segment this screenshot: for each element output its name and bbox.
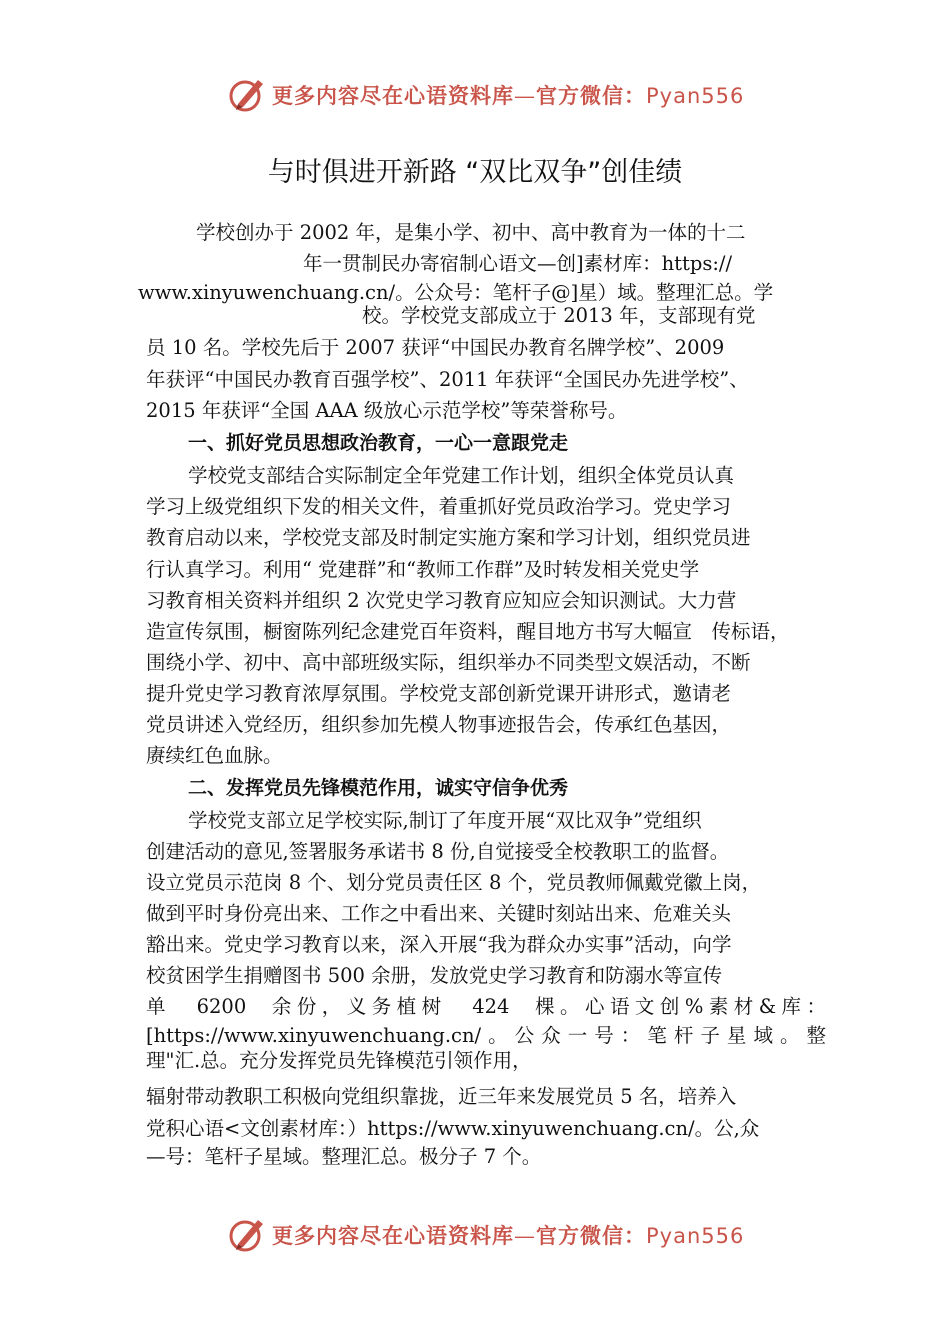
text-line: [https://www.xinyuwenchuang.cn/。公众一号：笔杆子星域。整 <box>146 1024 826 1047</box>
footer-banner <box>0 1212 950 1256</box>
text-line: 造宣传氛围，橱窗陈列纪念建党百年资料，醒目地方书写大幅宣 传标语， <box>146 620 790 643</box>
text-line: 辐射带动教职工积极向党组织靠拢，近三年来发展党员 5 名，培养入 <box>146 1085 737 1108</box>
text-line: 党员讲述入党经历，组织参加先模人物事迹报告会，传承红色基因， <box>146 713 732 736</box>
text-line: 校。学校党支部成立于 2013 年，支部现有党 <box>362 304 756 327</box>
text-line: 校贫困学生捐赠图书 500 余册，发放党史学习教育和防溺水等宣传 <box>146 964 723 987</box>
text-line: www.xinyuwenchuang.cn/。公众号：笔杆子@]星）域。整理汇总。学 <box>138 281 774 304</box>
text-line: 创建活动的意见,签署服务承诺书 8 份,自觉接受全校教职工的监督。 <box>146 840 730 863</box>
text-line: 设立党员示范岗 8 个、划分党员责任区 8 个，党员教师佩戴党徽上岗， <box>146 871 762 894</box>
text-line: 豁出来。党史学习教育以来，深入开展“我为群众办实事”活动，向学 <box>146 933 732 956</box>
text-line: 赓续红色血脉。 <box>146 744 283 767</box>
banner-text-cn: 更多内容尽在心语资料库 <box>272 83 514 108</box>
text-line: 2015 年获评“全国 AAA 级放心示范学校”等荣誉称号。 <box>146 399 628 422</box>
banner-text-cn: 更多内容尽在心语资料库 <box>272 1223 514 1248</box>
text-line: 习教育相关资料并组织 2 次党史学习教育应知应会知识测试。大力营 <box>146 589 737 612</box>
pen-logo-icon <box>228 74 268 114</box>
banner-text <box>272 80 744 110</box>
text-line: 年一贯制民办寄宿制心语文—创]素材库：https:// <box>303 252 733 275</box>
banner-wechat-id: Pyan556 <box>646 84 745 108</box>
section-heading-1: 一、抓好党员思想政治教育，一心一意跟党走 <box>188 432 569 454</box>
text-line: —号：笔杆子星域。整理汇总。极分子 7 个。 <box>146 1145 542 1168</box>
text-line: 行认真学习。利用“ 党建群”和“教师工作群”及时转发相关党史学 <box>146 558 700 581</box>
text-line: 围绕小学、初中、高中部班级实际，组织举办不同类型文娱活动，不断 <box>146 651 751 674</box>
text-line: 学习上级党组织下发的相关文件，着重抓好党员政治学习。党史学习 <box>146 495 732 518</box>
banner-wechat-label: 官方微信： <box>536 1223 646 1248</box>
text-line: 学校党支部立足学校实际,制订了年度开展“双比双争”党组织 <box>188 809 702 832</box>
section-heading-2: 二、发挥党员先锋模范作用，诚实守信争优秀 <box>188 777 569 799</box>
text-line: 党积心语<文创素材库：）https://www.xinyuwenchuang.cn/。公,众 <box>146 1117 760 1140</box>
text-line: 单 6200 余份，义务植树 424 棵。心语文创%素材&库： <box>146 995 826 1018</box>
banner-dash: — <box>514 1224 536 1248</box>
banner-wechat-id: Pyan556 <box>646 1224 745 1248</box>
text-line: 教育启动以来，学校党支部及时制定实施方案和学习计划，组织党员进 <box>146 526 751 549</box>
text-line: 理"汇.总。充分发挥党员先锋模范引领作用， <box>146 1049 532 1072</box>
text-line: 员 10 名。学校先后于 2007 获评“中国民办教育名牌学校”、2009 <box>146 336 725 359</box>
banner-text <box>272 1220 744 1250</box>
header-banner <box>0 72 950 116</box>
page-title: 与时俱进开新路 “双比双争”创佳绩 <box>267 157 683 188</box>
banner-wechat-label: 官方微信： <box>536 83 646 108</box>
text-line: 年获评“中国民办教育百强学校”、2011 年获评“全国民办先进学校”、 <box>146 368 749 391</box>
banner-dash: — <box>514 84 536 108</box>
text-line: 提升党史学习教育浓厚氛围。学校党支部创新党课开讲形式，邀请老 <box>146 682 732 705</box>
text-line: 学校创办于 2002 年，是集小学、初中、高中教育为一体的十二 <box>196 221 746 244</box>
text-line: 做到平时身份亮出来、工作之中看出来、关键时刻站出来、危难关头 <box>146 902 732 925</box>
text-line: 学校党支部结合实际制定全年党建工作计划，组织全体党员认真 <box>188 464 735 487</box>
pen-logo-icon <box>228 1214 268 1254</box>
